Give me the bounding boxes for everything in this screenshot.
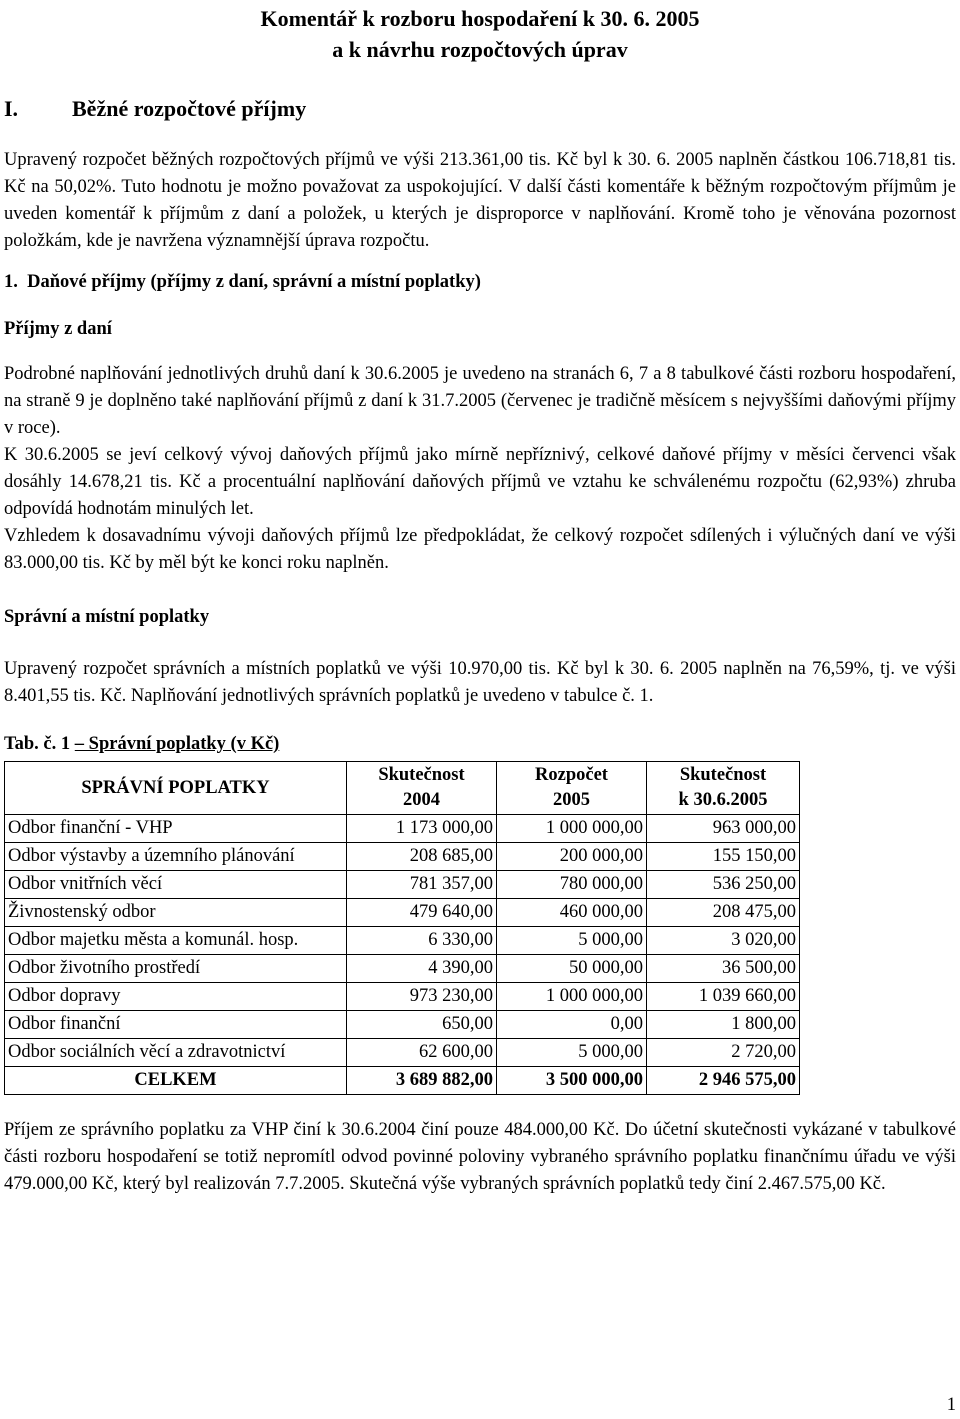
- row-actual-2004: 973 230,00: [347, 983, 497, 1011]
- row-budget-2005: 780 000,00: [497, 871, 647, 899]
- row-actual-2004: 4 390,00: [347, 955, 497, 983]
- row-actual-2005: 963 000,00: [647, 815, 800, 843]
- header-actual-2005: Skutečnost k 30.6.2005: [647, 762, 800, 815]
- title-line-1: Komentář k rozboru hospodaření k 30. 6. 2005: [260, 6, 700, 31]
- document-title: [4, 3, 956, 65]
- row-actual-2005: 3 020,00: [647, 927, 800, 955]
- row-label: Odbor výstavby a územního plánování: [5, 843, 347, 871]
- table-row: [5, 871, 800, 899]
- row-actual-2004: 1 173 000,00: [347, 815, 497, 843]
- row-actual-2005: 2 720,00: [647, 1039, 800, 1067]
- row-actual-2004: 62 600,00: [347, 1039, 497, 1067]
- taxes-paragraph-1: Podrobné naplňování jednotlivých druhů daní k 30.6.2005 je uvedeno na stranách 6, 7 a 8 tabulkové části rozboru hospodaření, na straně 9 je doplněno také naplňování příjmů z daní k 31.7.2005 (červenec je tradičně měsícem s nejvyššími daňovými příjmy v roce).: [4, 364, 956, 438]
- header-budget-2005: Rozpočet 2005: [497, 762, 647, 815]
- row-actual-2004: 479 640,00: [347, 899, 497, 927]
- total-actual-2004: 3 689 882,00: [347, 1067, 497, 1095]
- table-row: [5, 815, 800, 843]
- row-actual-2005: 155 150,00: [647, 843, 800, 871]
- table-row: [5, 927, 800, 955]
- row-label: Živnostenský odbor: [5, 899, 347, 927]
- taxes-paragraph-3: Vzhledem k dosavadnímu vývoji daňových příjmů lze předpokládat, že celkový rozpočet sdílených i výlučných daní ve výši 83.000,00 tis. Kč by měl být ke konci roku naplněn.: [4, 526, 956, 573]
- section-title: Běžné rozpočtové příjmy: [72, 96, 307, 121]
- table-row: [5, 983, 800, 1011]
- row-label: Odbor životního prostředí: [5, 955, 347, 983]
- table-row: [5, 955, 800, 983]
- row-label: Odbor finanční: [5, 1011, 347, 1039]
- row-actual-2004: 650,00: [347, 1011, 497, 1039]
- fees-table: [4, 761, 800, 1095]
- row-actual-2005: 1 800,00: [647, 1011, 800, 1039]
- table-total-row: [5, 1067, 800, 1095]
- row-budget-2005: 460 000,00: [497, 899, 647, 927]
- row-budget-2005: 50 000,00: [497, 955, 647, 983]
- taxes-heading: Příjmy z daní: [4, 319, 112, 339]
- row-budget-2005: 1 000 000,00: [497, 983, 647, 1011]
- page-number: 1: [946, 1395, 956, 1415]
- fees-paragraph: Upravený rozpočet správních a místních poplatků ve výši 10.970,00 tis. Kč byl k 30. 6. 2005 naplněn na 76,59%, tj. ve výši 8.401,55 tis. Kč. Naplňování jednotlivých správních poplatků je uvedeno v tabulce č. 1.: [4, 659, 956, 706]
- row-actual-2004: 6 330,00: [347, 927, 497, 955]
- taxes-paragraph-2: K 30.6.2005 se jeví celkový vývoj daňových příjmů jako mírně nepříznivý, celkové daňové příjmy v měsíci červenci však dosáhly 14.678,21 tis. Kč a procentuální naplňování daňových příjmů ve vztahu ke schválenému rozpočtu (62,93%) zhruba odpovídá hodnotám minulých let.: [4, 445, 956, 519]
- table-row: [5, 1011, 800, 1039]
- row-budget-2005: 200 000,00: [497, 843, 647, 871]
- table-caption-prefix: Tab. č. 1: [4, 734, 75, 754]
- row-budget-2005: 5 000,00: [497, 1039, 647, 1067]
- fees-heading: Správní a místní poplatky: [4, 607, 210, 627]
- total-actual-2005: 2 946 575,00: [647, 1067, 800, 1095]
- table-caption-main: – Správní poplatky (v Kč): [74, 734, 280, 754]
- total-budget-2005: 3 500 000,00: [497, 1067, 647, 1095]
- row-actual-2004: 781 357,00: [347, 871, 497, 899]
- row-label: Odbor sociálních věcí a zdravotnictví: [5, 1039, 347, 1067]
- table-header-row: [5, 762, 800, 815]
- subsection-heading: 1. Daňové příjmy (příjmy z daní, správní a místní poplatky): [4, 272, 481, 292]
- closing-paragraph: Příjem ze správního poplatku za VHP činí k 30.6.2004 činí pouze 484.000,00 Kč. Do účetní skutečnosti vykázané v tabulkové části rozboru hospodaření se totiž nepromítl odvod povinné poloviny vybraného správního poplatku finančnímu úřadu ve výši 479.000,00 Kč, který byl realizován 7.7.2005. Skutečná výše vybraných správních poplatků tedy činí 2.467.575,00 Kč.: [4, 1120, 956, 1194]
- table-row: [5, 899, 800, 927]
- row-actual-2005: 36 500,00: [647, 955, 800, 983]
- table-row: [5, 1039, 800, 1067]
- header-name: SPRÁVNÍ POPLATKY: [5, 762, 347, 815]
- title-line-2: a k návrhu rozpočtových úprav: [332, 37, 628, 62]
- document-page: [4, 0, 956, 1198]
- row-budget-2005: 0,00: [497, 1011, 647, 1039]
- section-number: I.: [4, 96, 19, 121]
- row-actual-2005: 536 250,00: [647, 871, 800, 899]
- row-actual-2005: 1 039 660,00: [647, 983, 800, 1011]
- total-label: CELKEM: [5, 1067, 347, 1095]
- intro-paragraph: Upravený rozpočet běžných rozpočtových příjmů ve výši 213.361,00 tis. Kč byl k 30. 6. 2005 naplněn částkou 106.718,81 tis. Kč na 50,02%. Tuto hodnotu je možno považovat za uspokojující. V další části komentáře k běžným rozpočtovým příjmům je uveden komentář k příjmům z daní a položek, u kterých je disproporce v naplňování. Kromě toho je věnována pozornost položkám, kde je navržena významnější úprava rozpočtu.: [4, 150, 956, 251]
- row-budget-2005: 5 000,00: [497, 927, 647, 955]
- row-label: Odbor vnitřních věcí: [5, 871, 347, 899]
- row-budget-2005: 1 000 000,00: [497, 815, 647, 843]
- row-actual-2005: 208 475,00: [647, 899, 800, 927]
- row-label: Odbor finanční - VHP: [5, 815, 347, 843]
- header-actual-2004: Skutečnost 2004: [347, 762, 497, 815]
- row-label: Odbor dopravy: [5, 983, 347, 1011]
- row-actual-2004: 208 685,00: [347, 843, 497, 871]
- section-heading: [4, 93, 956, 124]
- table-caption: [4, 731, 956, 758]
- row-label: Odbor majetku města a komunál. hosp.: [5, 927, 347, 955]
- table-row: [5, 843, 800, 871]
